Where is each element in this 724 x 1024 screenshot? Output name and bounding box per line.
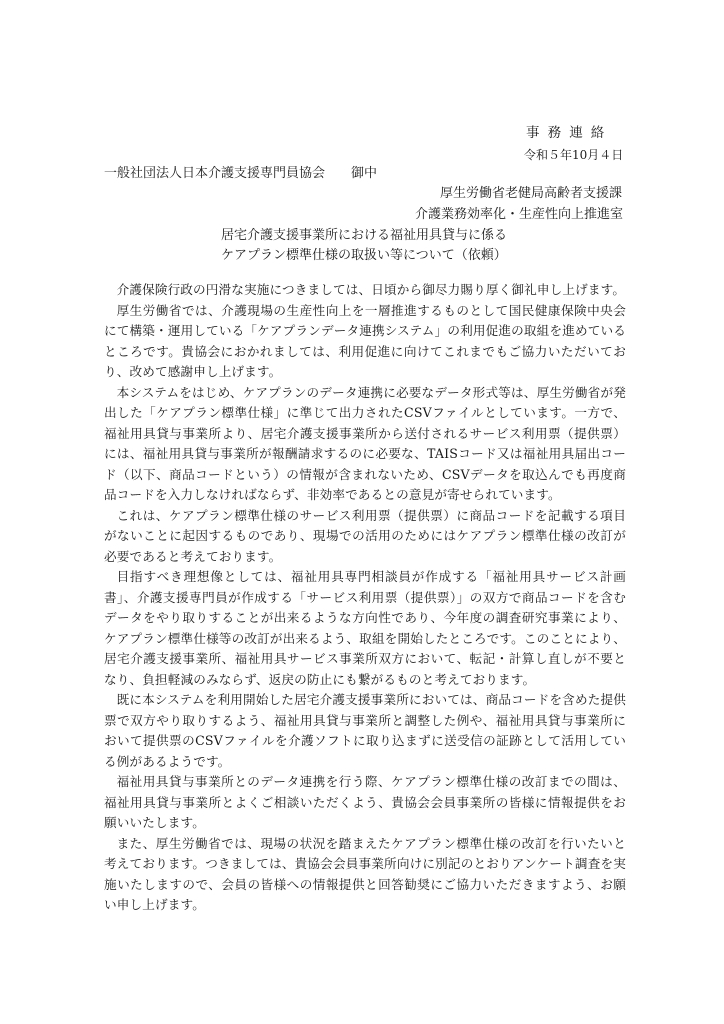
body-paragraph: 介護保険行政の円滑な実施につきましては、日頃から御尽力賜り厚く御礼申し上げます。 xyxy=(116,282,626,297)
body-paragraph: 目指すべき理想像としては、福祉用具専門相談員が作成する「福祉用具サービス計画書」、介護支援専門員が作成する「サービス利用票（提供票）」の双方で商品コードを含むデータをやり取りすることが出来るような方向性であり、今年度の調査研究事業により、ケアプラン標準仕様等の改訂が出来るよう、取組を開始したところです。このことにより、居宅介護支援事業所、福祉用具サービス事業所双方において、転記・計算し直しが不要となり、負担軽減のみならず、返戻の防止にも繋がるものと考えております。 xyxy=(104,569,626,687)
recipient: 一般社団法人日本介護支援専門員協会 御中 xyxy=(104,166,378,181)
issue-date: 令和５年10月４日 xyxy=(524,148,624,162)
document-type: 事務連絡 xyxy=(526,125,613,141)
body-paragraph: 本システムをはじめ、ケアプランのデータ連携に必要なデータ形式等は、厚生労働省が発出した「ケアプラン標準仕様」に準じて出力されたCSVファイルとしています。一方で、福祉用具貸与事業所より、居宅介護支援事業所から送付されるサービス利用票（提供票）には、福祉用具貸与事業所が報酬請求するのに必要な、TAISコード又は福祉用具届出コード（以下、商品コードという）の情報が含まれないため、CSVデータを取込んでも再度商品コードを入力しなければならず、非効率であるとの意見が寄せられています。 xyxy=(104,384,626,502)
sender-office: 介護業務効率化・生産性向上推進室 xyxy=(414,207,623,222)
body-paragraph: 厚生労働省では、介護現場の生産性向上を一層推進するものとして国民健康保険中央会にて構築・運用している「ケアプランデータ連携システム」の利用促進の取組を進めているところです。貴協会におかれましては、利用促進に向けてこれまでもご協力いただいており、改めて感謝申し上げます。 xyxy=(104,302,626,379)
body-paragraph: 福祉用具貸与事業所とのデータ連携を行う際、ケアプラン標準仕様の改訂までの間は、福祉用具貸与事業所とよくご相談いただくよう、貴協会会員事業所の皆様に情報提供をお願いいたします。 xyxy=(104,774,626,830)
body-paragraph: これは、ケアプラン標準仕様のサービス利用票（提供票）に商品コードを記載する項目がないことに起因するものであり、現場での活用のためにはケアプラン標準仕様の改訂が必要であると考えております。 xyxy=(104,507,626,564)
document-body xyxy=(104,280,626,916)
document-title-line-1: 居宅介護支援事業所における福祉用具貸与に係る xyxy=(221,228,508,243)
sender-bureau: 厚生労働省老健局高齢者支援課 xyxy=(439,186,622,201)
body-paragraph: 既に本システムを利用開始した居宅介護支援事業所においては、商品コードを含めた提供票で双方やり取りするよう、福祉用具貸与事業所と調整した例や、福祉用具貸与事業所において提供票のCSVファイルを介護ソフトに取り込まずに送受信の証跡として活用している例があるようです。 xyxy=(104,692,626,769)
body-paragraph: また、厚生労働省では、現場の状況を踏まえたケアプラン標準仕様の改訂を行いたいと考えております。つきましては、貴協会会員事業所向けに別記のとおりアンケート調査を実施いたしますので、会員の皆様への情報提供と回答勧奨にご協力いただきますよう、お願い申し上げます。 xyxy=(104,835,626,912)
document-title-line-2: ケアプラン標準仕様の取扱い等について（依頼） xyxy=(221,248,507,263)
